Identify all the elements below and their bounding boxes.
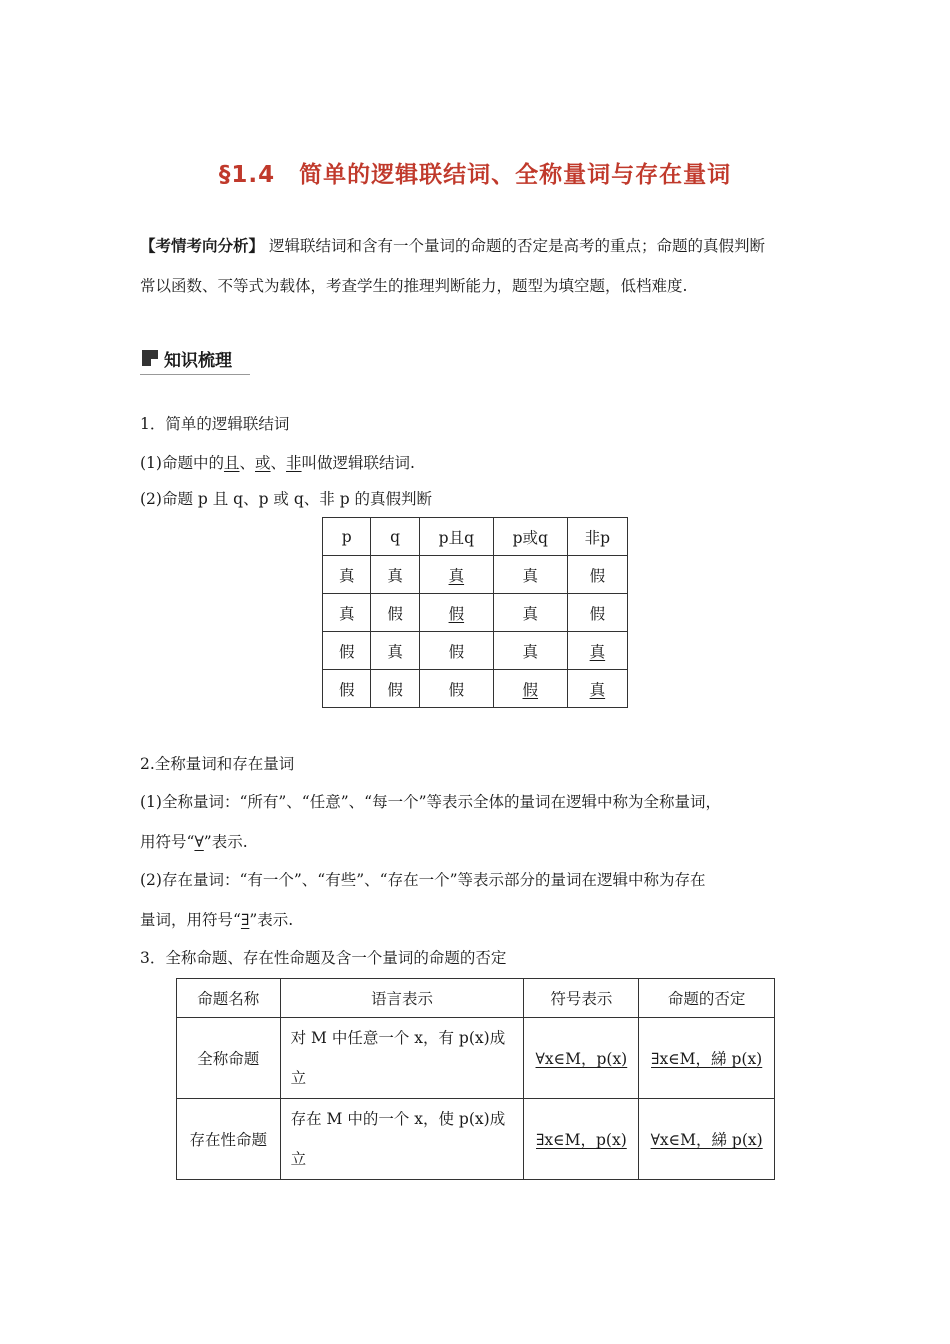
table-cell: 真 xyxy=(567,632,627,670)
table-row xyxy=(323,594,628,632)
table-cell: 真 xyxy=(493,594,567,632)
table-cell: ∀x∈M，綈 p(x) xyxy=(639,1099,775,1180)
table-cell: ∃x∈M，p(x) xyxy=(524,1099,639,1180)
quantifier-table-header xyxy=(177,979,775,1018)
table-cell: 假 xyxy=(419,670,493,708)
analysis-line-1 xyxy=(140,236,765,256)
table-cell: 真 xyxy=(371,556,419,594)
table-cell: 真 xyxy=(323,594,371,632)
table-cell: ∀x∈M，p(x) xyxy=(524,1018,639,1099)
table-row xyxy=(177,1018,775,1099)
analysis-text-1: 逻辑联结词和含有一个量词的命题的否定是高考的重点；命题的真假判断 xyxy=(268,237,765,255)
section-header xyxy=(140,344,250,375)
table-cell: 假 xyxy=(419,632,493,670)
truth-table xyxy=(322,517,628,708)
table-cell: 真 xyxy=(493,632,567,670)
table-cell: 假 xyxy=(419,594,493,632)
s1-item1-prefix: (1)命题中的 xyxy=(140,454,224,472)
analysis-tag: 【考情考向分析】 xyxy=(140,236,265,255)
s2-item1-line2 xyxy=(140,830,248,852)
s1-item1-suffix: 叫做逻辑联结词. xyxy=(301,454,415,472)
table-cell: 假 xyxy=(371,670,419,708)
table-cell xyxy=(280,1018,524,1099)
table-cell: 假 xyxy=(323,670,371,708)
table-cell: 真 xyxy=(323,556,371,594)
table-cell: 存在性命题 xyxy=(177,1099,281,1180)
table-cell: 假 xyxy=(371,594,419,632)
table-row xyxy=(177,1099,775,1180)
s2-heading: 2.全称量词和存在量词 xyxy=(140,755,295,773)
table-cell: 假 xyxy=(493,670,567,708)
s2-item1-prefix: 用符号“ xyxy=(140,833,195,851)
th-language: 语言表示 xyxy=(280,979,524,1018)
sep: 、 xyxy=(239,454,255,472)
table-row xyxy=(323,556,628,594)
connective-not: 非 xyxy=(286,454,302,472)
s3-heading: 3．全称命题、存在性命题及含一个量词的命题的否定 xyxy=(140,949,507,967)
section-label: 知识梳理 xyxy=(164,351,232,371)
th-symbol: 符号表示 xyxy=(524,979,639,1018)
s2-item2-prefix: 量词，用符号“ xyxy=(140,911,241,929)
lang-line: 立 xyxy=(290,1150,307,1168)
lang-line: 存在 M 中的一个 x，使 p(x)成 xyxy=(290,1110,506,1128)
table-cell: 全称命题 xyxy=(177,1018,281,1099)
th-p-or-q: p或q xyxy=(493,518,567,556)
connective-or: 或 xyxy=(255,454,271,472)
table-cell: 真 xyxy=(419,556,493,594)
s2-item1-line1: (1)全称量词：“所有”、“任意”、“每一个”等表示全体的量词在逻辑中称为全称量词， xyxy=(140,793,722,811)
page-title: §1.4 简单的逻辑联结词、全称量词与存在量词 xyxy=(218,162,732,188)
connective-and: 且 xyxy=(223,454,240,472)
th-p-and-q: p且q xyxy=(419,518,493,556)
forall-symbol: ∀ xyxy=(194,833,204,851)
table-row xyxy=(323,632,628,670)
s1-heading: 1．简单的逻辑联结词 xyxy=(140,415,290,433)
table-cell: 假 xyxy=(567,556,627,594)
s2-item2-line1: (2)存在量词：“有一个”、“有些”、“存在一个”等表示部分的量词在逻辑中称为存在 xyxy=(140,871,706,889)
th-p: p xyxy=(323,518,371,556)
lang-line: 立 xyxy=(290,1069,307,1087)
th-negation: 命题的否定 xyxy=(639,979,775,1018)
th-not-p: 非p xyxy=(567,518,627,556)
exists-symbol: ∃ xyxy=(240,911,250,929)
quantifier-table xyxy=(176,978,775,1180)
analysis-line-2: 常以函数、不等式为载体，考查学生的推理判断能力，题型为填空题，低档难度. xyxy=(140,277,688,295)
table-cell: 假 xyxy=(323,632,371,670)
s2-item2-suffix: ”表示. xyxy=(249,911,294,929)
sep: 、 xyxy=(270,454,287,472)
table-cell: ∃x∈M，綈 p(x) xyxy=(639,1018,775,1099)
table-row xyxy=(323,670,628,708)
s1-item1 xyxy=(140,451,415,473)
lang-line: 对 M 中任意一个 x，有 p(x)成 xyxy=(290,1029,506,1047)
s1-item2: (2)命题 p 且 q、p 或 q、非 p 的真假判断 xyxy=(140,490,433,508)
s2-item2-line2 xyxy=(140,908,293,930)
truth-table-header xyxy=(323,518,628,556)
section-square-icon xyxy=(142,350,158,366)
th-q: q xyxy=(371,518,419,556)
th-name: 命题名称 xyxy=(177,979,281,1018)
s2-item1-suffix: ”表示. xyxy=(203,833,248,851)
table-cell: 真 xyxy=(567,670,627,708)
table-cell: 假 xyxy=(567,594,627,632)
table-cell xyxy=(280,1099,524,1180)
table-cell: 真 xyxy=(371,632,419,670)
table-cell: 真 xyxy=(493,556,567,594)
